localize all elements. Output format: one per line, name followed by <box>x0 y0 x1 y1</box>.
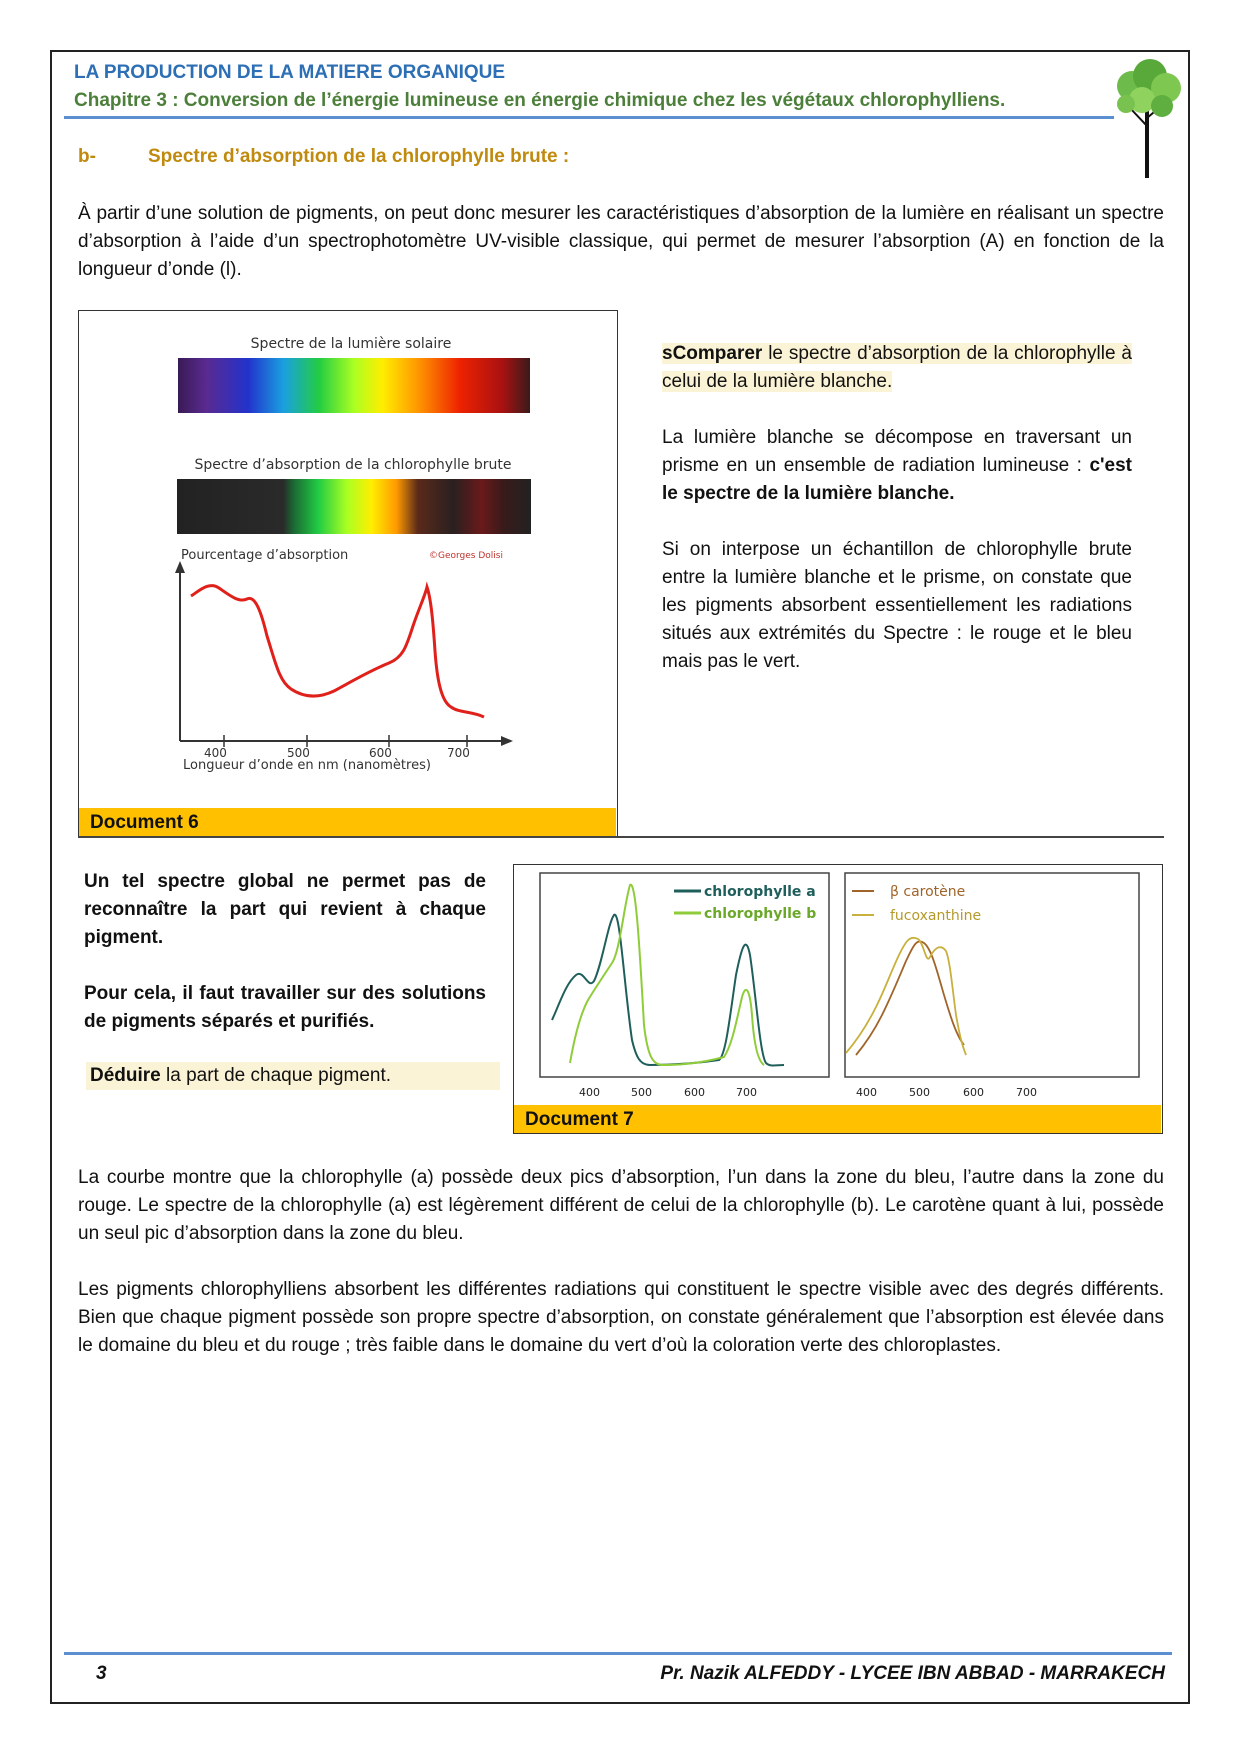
pigment-text: Un tel spectre global ne permet pas de reconnaître la part qui revient à chaque pigment. Pour cela, il faut travailler sur des solutions de pigments séparés et purifiés. <box>84 871 486 1032</box>
y-axis-label: Pourcentage d’absorption <box>181 548 349 563</box>
tick-label: 600 <box>684 1086 705 1099</box>
question-deduire: Déduire la part de chaque pigment. <box>86 1062 500 1090</box>
legend-chlorophyll-a: chlorophylle a <box>704 884 816 900</box>
tick-label: 700 <box>1016 1086 1037 1099</box>
conclusion-paragraph-2: Les pigments chlorophylliens absorbent les différentes radiations qui constituent le spectre visible avec des degrés différents. Bien que chaque pigment possède son propre spectre d’absorption, on constate généralement que l’absorption est élevée dans le domaine du bleu et du rouge ; très faible dans le domaine du vert d’où la coloration verte des chloroplastes. <box>78 1279 1164 1356</box>
absorption-curve <box>191 586 484 717</box>
tick-label: 500 <box>631 1086 652 1099</box>
question-comparer: sComparer le spectre d’absorption de la chlorophylle à celui de la lumière blanche. <box>662 343 1132 392</box>
unit-title: LA PRODUCTION DE LA MATIERE ORGANIQUE <box>74 62 506 83</box>
comparison-text <box>662 340 1132 676</box>
tick-label: 400 <box>204 746 227 760</box>
divider-line <box>78 836 1164 838</box>
tick-label: 500 <box>909 1086 930 1099</box>
document-7 <box>513 864 1163 1134</box>
chlorophyll-paragraph: Si on interpose un échantillon de chlorophylle brute entre la lumière blanche et le prisme, on constate que les pigments absorbent essentiellement les radiations situés aux extrémités du Spectre : le rouge et le bleu mais pas le vert. <box>662 539 1132 672</box>
section-title: Spectre d’absorption de la chlorophylle brute : <box>148 146 570 167</box>
doc7-figure <box>514 865 1161 1103</box>
conclusion-paragraph-1: La courbe montre que la chlorophylle (a) possède deux pics d’absorption, l’un dans la zone du bleu, l’autre dans la zone du rouge. Le spectre de la chlorophylle (a) est légèrement différent de celui de la chlorophylle (b). Le carotène quant à lui, possède un seul pic d’absorption dans la zone du bleu. <box>78 1167 1164 1244</box>
document-6 <box>78 310 618 837</box>
doc6-figure <box>79 311 616 806</box>
solar-spectrum-title: Spectre de la lumière solaire <box>250 336 452 352</box>
panel-carotenoids <box>845 873 1139 1077</box>
tick-label: 400 <box>579 1086 600 1099</box>
absorption-spectrum-band <box>177 479 531 534</box>
section-heading <box>78 146 569 168</box>
tree-icon <box>1112 56 1184 180</box>
chapter-title: Chapitre 3 : Conversion de l’énergie lumineuse en énergie chimique chez les végétaux chlorophylliens. <box>74 90 1006 111</box>
doc7-label: Document 7 <box>514 1105 1161 1133</box>
credit-text: ©Georges Dolisi <box>429 551 503 561</box>
tick-label: 600 <box>963 1086 984 1099</box>
legend-fucoxanthin: fucoxanthine <box>890 908 982 924</box>
tick-label: 700 <box>736 1086 757 1099</box>
tick-label: 400 <box>856 1086 877 1099</box>
footer-rule <box>64 1652 1172 1655</box>
legend-carotene: β carotène <box>890 884 966 900</box>
intro-paragraph: À partir d’une solution de pigments, on peut donc mesurer les caractéristiques d’absorption de la lumière en réalisant un spectre d’absorption à l’aide d’un spectrophotomètre UV-visible classique, qui permet de mesurer l’absorption (A) en fonction de la longueur d’onde (l). <box>78 203 1164 280</box>
white-light-paragraph: La lumière blanche se décompose en traversant un prisme en un ensemble de radiation lumineuse : c'est le spectre de la lumière blanche. <box>662 427 1132 504</box>
tick-label: 700 <box>447 746 470 760</box>
tick-label: 500 <box>287 746 310 760</box>
x-axis-arrow <box>501 736 513 746</box>
section-number: b- <box>78 146 96 167</box>
x-axis-label: Longueur d’onde en nm (nanomètres) <box>183 758 431 773</box>
doc6-label: Document 6 <box>79 808 616 836</box>
page-number: 3 <box>96 1663 107 1684</box>
legend-chlorophyll-b: chlorophylle b <box>704 906 817 922</box>
footer-author: Pr. Nazik ALFEDDY - LYCEE IBN ABBAD - MARRAKECH <box>660 1663 1165 1684</box>
absorption-spectrum-title: Spectre d’absorption de la chlorophylle brute <box>194 457 512 473</box>
header-rule <box>64 116 1114 119</box>
solar-spectrum-band <box>178 358 530 413</box>
tick-label: 600 <box>369 746 392 760</box>
